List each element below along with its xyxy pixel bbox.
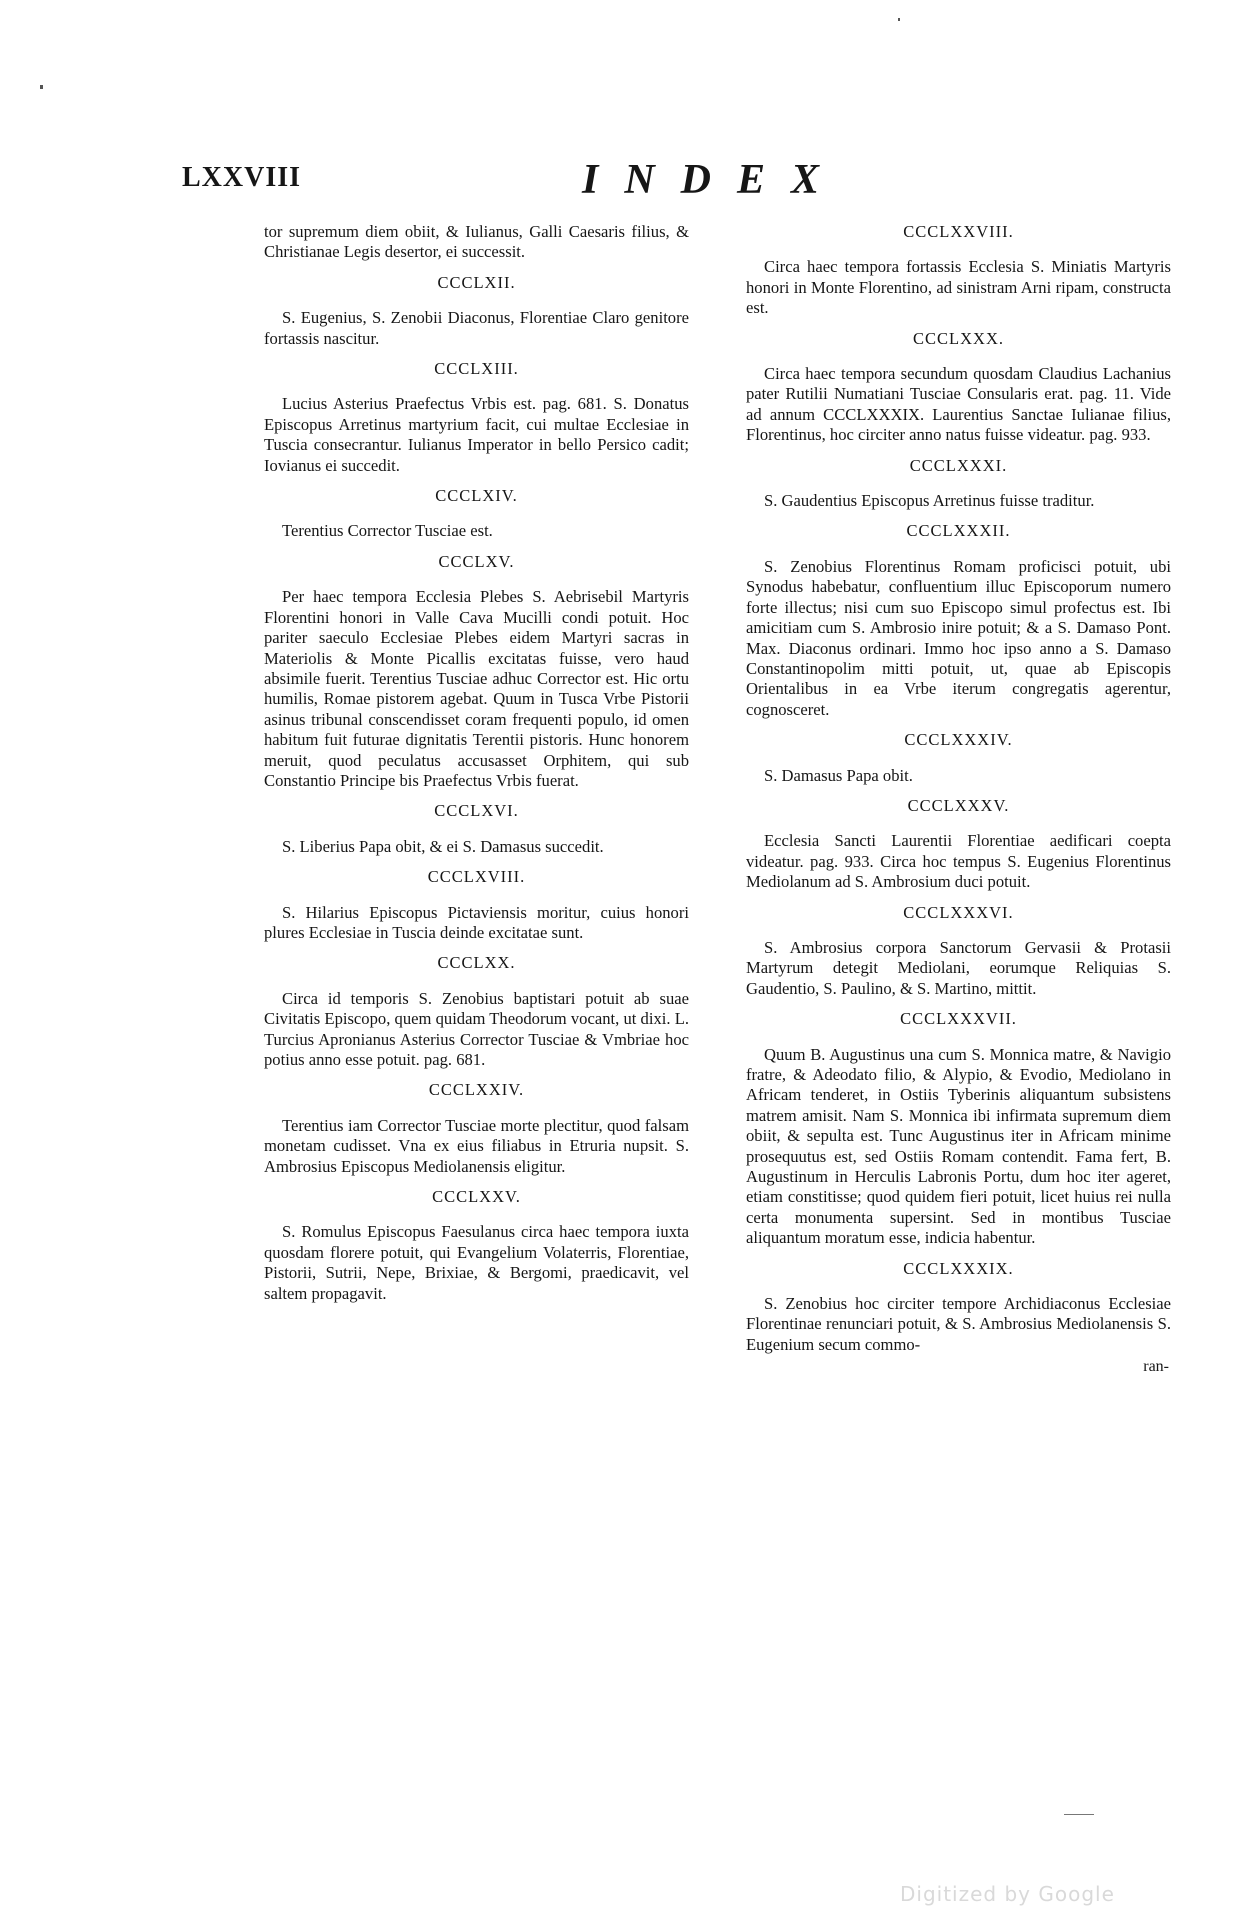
- left-entry: [264, 359, 689, 476]
- year-heading: CCCLXXXI.: [909, 455, 1008, 475]
- year-heading: CCCLXXX.: [913, 328, 1004, 348]
- entry-text: S. Ambrosius corpora Sanctorum Gervasii & Protasii Martyrum detegit Mediolani, eorumque Reliquias S. Gaudentio, S. Paulino, & S. Martino, mittit.: [746, 937, 1171, 998]
- year-heading: CCCLXXVIII.: [903, 222, 1014, 241]
- entry-text: S. Damasus Papa obit.: [764, 765, 913, 785]
- right-entry: [746, 1259, 1171, 1356]
- year-heading: CCCLXII.: [437, 272, 516, 292]
- entry-text: S. Romulus Episcopus Faesulanus circa haec tempora iuxta quosdam florere potuit, qui Evangelium Volaterris, Florentiae, Pistorii, Sutrii, Nepe, Brixiae, & Bergomi, praedicavit, vel saltem propagavit.: [264, 1222, 689, 1303]
- year-heading: CCCLXXXIX.: [903, 1258, 1014, 1278]
- right-entry: [746, 222, 1171, 319]
- year-heading: CCCLXXXVI.: [903, 902, 1014, 922]
- right-entry: [746, 1009, 1171, 1248]
- year-heading: CCCLXXV.: [432, 1187, 521, 1207]
- year-heading: CCCLXXXVII.: [900, 1009, 1017, 1029]
- right-entry: [746, 730, 1171, 786]
- entry-text: Ecclesia Sancti Laurentii Florentiae aedificari coepta videatur. pag. 933. Circa hoc tempus S. Eugenius Florentinus Mediolanum ad S. Ambrosium duci potuit.: [746, 831, 1171, 892]
- page-header: [182, 158, 1070, 208]
- left-entry: [264, 867, 689, 943]
- year-heading: CCCLXXXV.: [907, 795, 1010, 815]
- year-heading: CCCLXVI.: [434, 801, 519, 821]
- left-entry: [264, 953, 689, 1070]
- right-entry: [746, 521, 1171, 720]
- entry-text: Quum B. Augustinus una cum S. Monnica matre, & Navigio fratre, & Adeodato filio, & Alypio, & Evodio, Mediolano in Africam tenderet, in Ostiis Tyberinis aliquantum subsistens matrem amisit. Nam S. Monnica ibi infirmata supremum diem obiit, & sepulta est. Tunc Augustinus iter in Africam minime prosequutus est, sed Ostiis Romam contendit. Fama fert, B. Augustinum in Herculis Labronis Portu, dum hoc iter ageret, etiam constitisse; quod quidem fieri potuit, licet huius rei nulla certa monumenta supersint. Sed in montibus Tusciae aliquantum moratum esse, indicia habentur.: [746, 1044, 1171, 1248]
- catchword: ran-: [1143, 1358, 1169, 1376]
- entry-text: Per haec tempora Ecclesia Plebes S. Aebrisebil Martyris Florentini honori in Valle Cava Mucilli condi potuit. Hoc pariter saeculo Ecclesiae Plebes eidem Martyri sacras in Materiolis & Monte Picallis excitatas fuisse, vero haud absimile fuerit. Terentius Tusciae adhuc Corrector est. Hic ortu humilis, Romae pistorem agebat. Quum in Tusca Vrbe Pistorii asinus tribunal conscendisset coram frequenti populo, id omen habitum fuit futurae dignitatis Terentii pistoris. Hunc honorem meruit, quod peculatus accusasset Orphitem, qui sub Constantio Principe bis Praefectus Vrbis fuerat.: [264, 587, 689, 790]
- entry-text: Circa id temporis S. Zenobius baptistari potuit ab suae Civitatis Episcopo, quem quidam Theodorum vocant, ut dixi. L. Turcius Apronianus Asterius Corrector Tusciae & Vmbriae hoc potius anno esse potuit. pag. 681.: [264, 988, 689, 1069]
- year-heading: CCCLXXXIV.: [904, 730, 1013, 750]
- left-entry: [264, 801, 689, 857]
- year-heading: CCCLXXXII.: [906, 521, 1011, 541]
- entry-text: S. Liberius Papa obit, & ei S. Damasus succedit.: [282, 836, 604, 856]
- entry-text: Lucius Asterius Praefectus Vrbis est. pag. 681. S. Donatus Episcopus Arretinus martyrium facit, cui multae Ecclesiae in Tuscia consecrantur. Iulianus Imperator in bello Persico cadit; Iovianus ei succedit.: [264, 394, 689, 475]
- right-entry: [746, 796, 1171, 893]
- entry-text: S. Zenobius Florentinus Romam proficisci potuit, ubi Synodus habebatur, confluentium illuc Episcoporum numero forte illectus; nisi cum suo Episcopo simul profectus est. Ibi amicitiam cum S. Ambrosio inire potuit; & a S. Damaso Pont. Max. Diaconus ordinari. Immo hoc ipso anno a S. Damaso Constantinopolim mitti potuit, ut, quae ab Episcopis Orientalibus in ea Vrbe iterum congregatis agerentur, cognosceret.: [746, 556, 1171, 719]
- year-heading: CCCLXIII.: [434, 359, 519, 379]
- entry-text: S. Gaudentius Episcopus Arretinus fuisse traditur.: [764, 491, 1095, 511]
- entry-text: S. Eugenius, S. Zenobii Diaconus, Florentiae Claro genitore fortassis nascitur.: [264, 308, 689, 348]
- running-title: INDEX: [582, 157, 846, 203]
- margin-speck: [1064, 1814, 1094, 1815]
- margin-speck: [40, 85, 43, 89]
- right-entry: [746, 903, 1171, 1000]
- left-entry: [264, 1187, 689, 1304]
- entry-text: Circa haec tempora fortassis Ecclesia S. Miniatis Martyris honori in Monte Florentino, ad sinistram Arni ripam, constructa est.: [746, 257, 1171, 318]
- margin-speck: [898, 18, 900, 21]
- right-entry: [746, 456, 1171, 512]
- entry-text: Circa haec tempora secundum quosdam Claudius Lachanius pater Rutilii Numatiani Tusciae Consularis erat. pag. 11. Vide ad annum CCCLXXXIX. Laurentius Sanctae Iulianae filius, Florentinus, hoc circiter anno natus fuisse videatur. pag. 933.: [746, 364, 1171, 445]
- left-entry: [264, 1080, 689, 1177]
- entry-text: Terentius Corrector Tusciae est.: [282, 521, 493, 541]
- entry-text: S. Zenobius hoc circiter tempore Archidiaconus Ecclesiae Florentinae renunciari potuit, & S. Ambrosius Mediolanensis S. Eugenium secum commo-: [746, 1294, 1171, 1354]
- year-heading: CCCLXVIII.: [427, 867, 526, 887]
- year-heading: CCCLXXIV.: [428, 1080, 525, 1100]
- left-entry: [264, 552, 689, 791]
- year-heading: CCCLXIV.: [435, 486, 518, 506]
- left-entry: [264, 222, 689, 263]
- year-heading: CCCLXV.: [438, 551, 515, 571]
- entry-text: Terentius iam Corrector Tusciae morte plectitur, quod falsam monetam cudisset. Vna ex eius filiabus in Etruria nupsit. S. Ambrosius Episcopus Mediolanensis eligitur.: [264, 1115, 689, 1176]
- page-number: LXXVIII: [182, 162, 302, 193]
- left-entry: [264, 486, 689, 542]
- left-entry: [264, 273, 689, 349]
- left-column: [264, 222, 689, 1304]
- right-column: [746, 222, 1171, 1378]
- entry-text: tor supremum diem obiit, & Iulianus, Galli Caesaris filius, & Christianae Legis desertor, ei successit.: [264, 222, 689, 262]
- entry-text: S. Hilarius Episcopus Pictaviensis moritur, cuius honori plures Ecclesiae in Tuscia deinde excitatae sunt.: [264, 902, 689, 942]
- right-entry: [746, 329, 1171, 446]
- digitization-watermark: Digitized by Google: [900, 1882, 1115, 1906]
- year-heading: CCCLXX.: [437, 953, 516, 973]
